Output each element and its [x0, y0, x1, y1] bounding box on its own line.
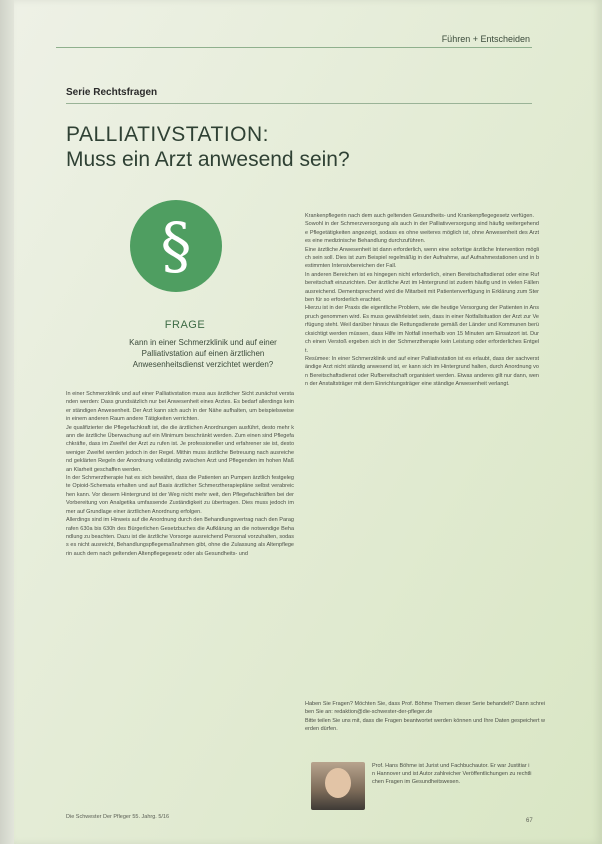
body-paragraph: In anderen Bereichen ist es hingegen nicht erforderlich, einen Bereitschaftsdienst oder eine Rufbereitschaft einzurichten. Der ärztliche Arzt im Hintergrund ist zudem häufig und in vielen Fällen ausreichend. Dementsprechend wird die Mitarbeit mit Patientenverfügung in Erklärung zum Sterben für so erforderlich erachtet.	[305, 271, 539, 304]
author-contact-note	[305, 700, 545, 734]
body-paragraph: Allerdings sind im Hinweis auf die Anordnung durch den Behandlungsvertrag nach den Paragrafen 630a bis 630h des Bürgerlichen Gesetzbuches die Aufklärung an die notwendige Behandlung zu beachten. Dazu ist die ärztliche Vorsorge ausreichend Personal vorzuhalten, sodass es nicht ausreicht, Behandlungspflegemaßnahmen gibt, ohne die Zulassung als Altenpflegerin auch dem nach geltenden Altenpflegegesetz oder als Gesundheits- und	[66, 517, 294, 557]
body-column-right	[305, 212, 539, 389]
article-title: PALLIATIVSTATION:	[66, 123, 269, 146]
section-label: Führen + Entscheiden	[441, 34, 530, 44]
body-column-left	[66, 390, 294, 558]
question-text: Kann in einer Schmerzklinik und auf einer Palliativstation auf einen ärztlichen Anwesenheitsdienst verzichtet werden?	[129, 338, 277, 369]
body-paragraph: Resümee: In einer Schmerzklinik und auf einer Palliativstation ist es erlaubt, dass der sachverständige Arzt nicht ständig anwesend ist, er kann sich im Hintergrund halten, durch Anordnung von Bereitschaftsdienst oder Rufbereitschaft organisiert werden. Etwas anderes gilt nur dann, wenn der Anstaltsträger mit dem Einrichtungsträger eine ständige Anwesenheit verlangt.	[305, 355, 539, 388]
body-paragraph: Sowohl in der Schmerzversorgung als auch in der Palliativversorgung sind häufig weitergehende Pflegetätigkeiten angezeigt, sodass es ohne weiteres möglich ist, ohne Anwesenheit des Arztes eine medizinische Behandlung durchzuführen.	[305, 221, 539, 245]
page-binding-shadow	[0, 0, 14, 844]
body-paragraph: Krankenpflegerin nach dem auch geltenden Gesundheits- und Krankenpflegegesetz verfügen.	[305, 213, 535, 219]
body-paragraph: In einer Schmerzklinik und auf einer Palliativstation muss aus ärztlicher Sicht zunächst verstanden werden: Dass grundsätzlich nur bei Anwesenheit eines Arztes. Es bedarf allerdings keiner ständigen Anwesenheit. Der Arzt kann sich auch in der Nähe aufhalten, um beispielsweise in einem anderen Raum andere Tätigkeiten verrichten.	[66, 391, 294, 423]
paragraph-icon: §	[160, 209, 192, 282]
question-label: FRAGE	[164, 319, 206, 331]
body-paragraph: Hierzu ist in der Praxis die eigentliche Problem, wie die heutige Versorgung der Patienten in Anspruch genommen wird. Es muss gewährleistet sein, dass in einer Notfallsituation der Arzt zur Verfügung steht. Weil darüber hinaus die Rettungsdienste gemäß der Länder und Kommunen berücksichtigt werden müssen, dass Hilfe im Notfall innerhalb von 15 Minuten am Einsatzort ist. Durch einen Verstoß ergeben sich in der Schmerztherapie kein Leistung oder erforderliches Entgelt.	[305, 305, 539, 354]
footer-publication: Die Schwester Der Pfleger 55. Jahrg. 5/16	[66, 814, 170, 820]
contact-paragraph: Haben Sie Fragen? Möchten Sie, dass Prof. Böhme Themen dieser Serie behandelt? Dann schreiben Sie an: redaktion@die-schwester-der-pfleger.de	[305, 701, 545, 716]
author-bio: Prof. Hans Böhme ist Jurist und Fachbuchautor. Er war Justitiar in Hannover und ist Autor zahlreicher Veröffentlichungen zu rechtlichen Fragen im Gesundheitswesen.	[372, 763, 532, 785]
author-portrait-face	[325, 768, 351, 798]
page-number: 67	[526, 818, 533, 824]
article-subtitle: Muss ein Arzt anwesend sein?	[66, 148, 350, 171]
series-rule	[66, 103, 532, 104]
body-paragraph: Je qualifizierter die Pflegefachkraft ist, die die ärztlichen Anordnungen ausführt, desto mehr kann die ärztliche Überwachung auf ein Minimum beschränkt werden. Zum einen sind Pflegefachkräfte, dass im Zweifel der Arzt zu rufen ist. Je professioneller und erfahrener sie ist, desto weniger Zweifel werden jedoch in der Regel. Mithin muss ärztliche Betreuung nach ausreichend geklärten Regeln der Anordnung vollständig zwischen Arzt und Pflegenden im hohen Maß an Klarheit geschaffen werden.	[66, 424, 294, 473]
series-label: Serie Rechtsfragen	[66, 87, 158, 98]
body-paragraph: In der Schmerztherapie hat es sich bewährt, dass die Patienten an Pumpen ärztlich festgelegte Opioid-Schemata erhalten und auf Basis ärztlicher Schmerztherapiepläne selbst verabreichen kann. Vor diesem Hintergrund ist der Weg nicht mehr weit, den Pflegefachkräften bei der Vorbereitung von Analgetika umfassende Zuständigkeit zu übertragen. Dies muss jedoch immer auf Grundlage einer ärztlichen Anordnung erfolgen.	[66, 475, 294, 515]
header-rule	[56, 47, 532, 48]
body-paragraph: Eine ärztliche Anwesenheit ist dann erforderlich, wenn eine sofortige ärztliche Intervention möglich sein soll. Dies ist zum Beispiel regelmäßig in der Aufnahme, auf Aufnahmestationen und in bestimmten Intensivbereichen der Fall.	[305, 246, 539, 270]
contact-paragraph: Bitte teilen Sie uns mit, dass die Fragen beantwortet werden können und Ihre Daten gespeichert werden dürfen.	[305, 717, 545, 733]
